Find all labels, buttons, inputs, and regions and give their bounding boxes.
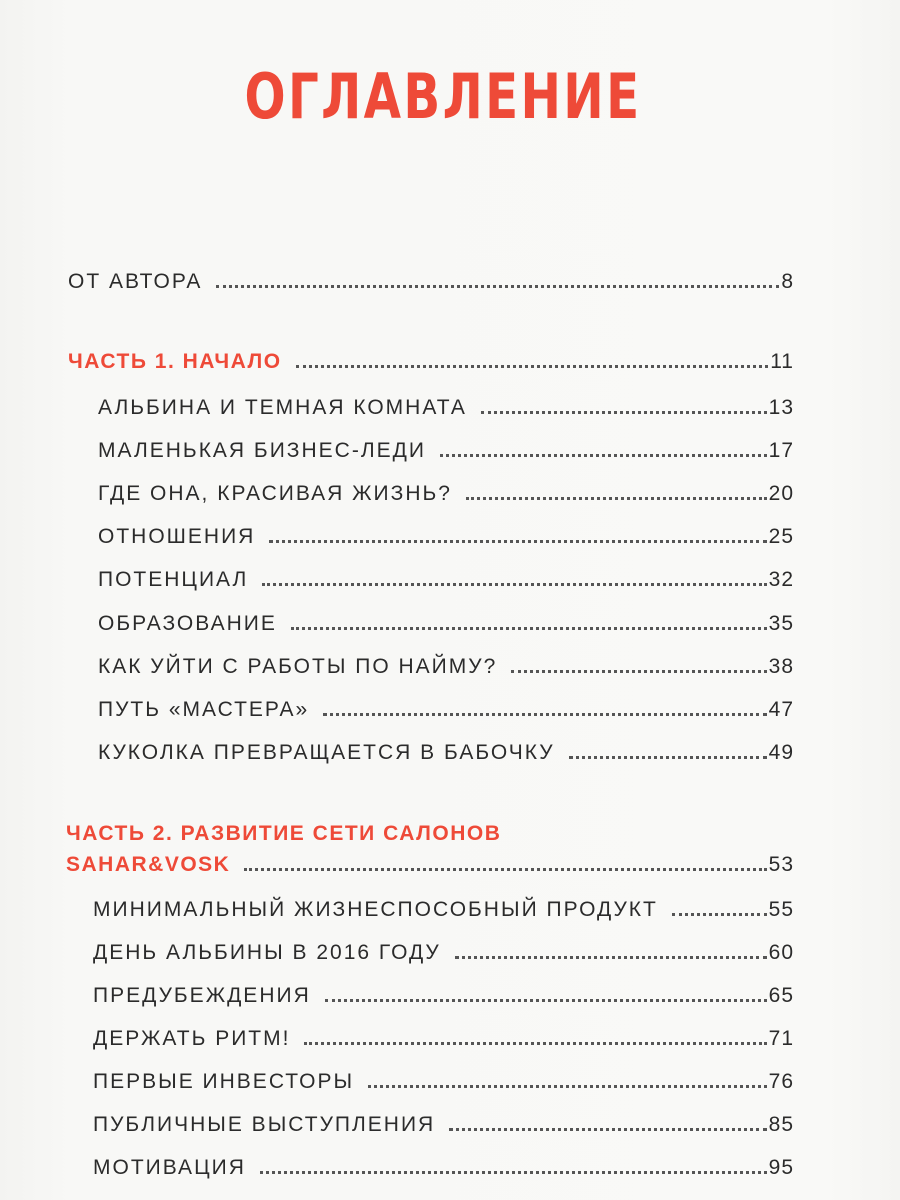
toc-page-number: 71 [768,1027,794,1050]
toc-page-number: 49 [768,741,794,764]
dot-leader [296,365,769,368]
toc-entry[interactable] [93,898,794,922]
toc-part-2[interactable] [66,853,794,877]
toc-entry[interactable] [98,612,794,636]
toc-entry[interactable] [93,1070,794,1094]
dot-leader [304,1042,766,1045]
toc-entry-label: ПРЕДУБЕЖДЕНИЯ [93,984,311,1007]
toc-page-number: 76 [768,1070,794,1093]
toc-entry-label: ОТ АВТОРА [68,270,203,293]
toc-page-number: 25 [768,525,794,548]
dot-leader [368,1085,767,1088]
dot-leader [262,583,766,586]
toc-entry-label: ОБРАЗОВАНИЕ [98,612,277,635]
toc-page-number: 65 [768,984,794,1007]
toc-page-number: 35 [768,612,794,635]
toc-entry[interactable] [98,655,794,679]
dot-leader [449,1128,766,1131]
toc-entry[interactable] [98,698,794,722]
dot-leader [323,713,766,716]
dot-leader [269,540,766,543]
toc-entry-label: КАК УЙТИ С РАБОТЫ ПО НАЙМУ? [98,655,498,678]
toc-part-1[interactable] [68,350,794,374]
dot-leader [511,670,766,673]
toc-entry-label: ОТНОШЕНИЯ [98,525,256,548]
dot-leader [569,756,767,759]
toc-entry[interactable] [93,984,794,1008]
dot-leader [455,956,767,959]
page-title: ОГЛАВЛЕНИЕ [244,60,642,133]
toc-entry[interactable] [98,525,794,549]
dot-leader [440,454,767,457]
toc-page-number: 8 [781,270,794,293]
toc-entry-label: МАЛЕНЬКАЯ БИЗНЕС-ЛЕДИ [98,439,426,462]
toc-page-number: 47 [768,698,794,721]
dot-leader [466,497,767,500]
toc-page-number: 95 [768,1156,794,1179]
toc-entry[interactable] [98,396,794,420]
toc-entry-label: ДЕНЬ АЛЬБИНЫ В 2016 ГОДУ [93,941,441,964]
dot-leader [216,285,779,288]
toc-entry[interactable] [93,1156,794,1180]
toc-entry-label: ПУБЛИЧНЫЕ ВЫСТУПЛЕНИЯ [93,1113,436,1136]
toc-entry[interactable] [98,482,794,506]
dot-leader [672,913,767,916]
dot-leader [481,411,767,414]
toc-entry-label: ПОТЕНЦИАЛ [98,568,249,591]
toc-page-number: 11 [770,350,794,373]
toc-entry[interactable] [93,1113,794,1137]
toc-page-number: 20 [768,482,794,505]
toc-entry[interactable] [98,439,794,463]
dot-leader [325,999,767,1002]
toc-entry[interactable] [93,1027,794,1051]
toc-entry-label: АЛЬБИНА И ТЕМНАЯ КОМНАТА [98,396,467,419]
toc-entry-label: КУКОЛКА ПРЕВРАЩАЕТСЯ В БАБОЧКУ [98,741,555,764]
toc-entry[interactable] [98,741,794,765]
dot-leader [260,1171,767,1174]
toc-part-label: SAHAR&VOSK [66,853,231,876]
dot-leader [291,627,767,630]
toc-page-number: 13 [768,396,794,419]
toc-page-number: 60 [768,941,794,964]
toc-entry-label: МОТИВАЦИЯ [93,1156,246,1179]
toc-page-number: 38 [768,655,794,678]
toc-part-2-title[interactable]: ЧАСТЬ 2. РАЗВИТИЕ СЕТИ САЛОНОВ [66,822,502,845]
toc-entry-label: ПЕРВЫЕ ИНВЕСТОРЫ [93,1070,355,1093]
toc-page-number: 32 [768,568,794,591]
toc-entry-label: ПУТЬ «МАСТЕРА» [98,698,310,721]
toc-entry-label: ДЕРЖАТЬ РИТМ! [93,1027,291,1050]
toc-entry[interactable] [98,568,794,592]
dot-leader [244,868,766,871]
toc-entry-intro[interactable] [68,270,794,294]
toc-page-number: 17 [768,439,794,462]
toc-part-label: ЧАСТЬ 1. НАЧАЛО [68,350,282,373]
toc-entry-label: МИНИМАЛЬНЫЙ ЖИЗНЕСПОСОБНЫЙ ПРОДУКТ [93,898,658,921]
toc-page-number: 55 [768,898,794,921]
toc-entry[interactable] [93,941,794,965]
toc-page-number: 85 [768,1113,794,1136]
toc-page-number: 53 [768,853,794,876]
toc-entry-label: ГДЕ ОНА, КРАСИВАЯ ЖИЗНЬ? [98,482,452,505]
